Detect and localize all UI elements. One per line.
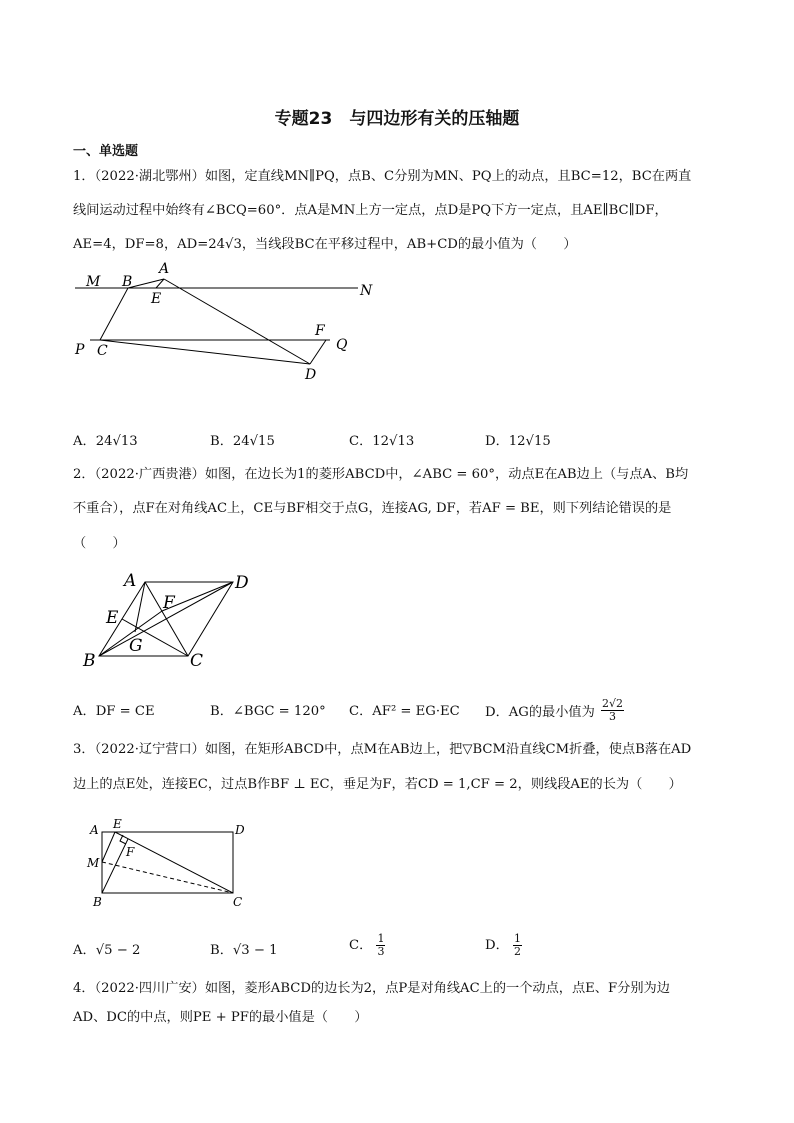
q2-option-a[interactable]: A．DF = CE: [73, 704, 155, 719]
label-q: Q: [336, 337, 348, 353]
q2-option-b[interactable]: B．∠BGC = 120°: [210, 704, 326, 719]
label-c: C: [190, 651, 204, 671]
rectangle-abcd: [102, 832, 233, 893]
segment-bc: [100, 288, 128, 340]
label-m: M: [86, 274, 101, 290]
segment-ad: [164, 279, 310, 364]
section-heading: 一、单选题: [73, 144, 139, 159]
label-m: M: [87, 856, 100, 870]
q1-line-1: 1．（2022·湖北鄂州）如图，定直线MN∥PQ，点B、C分别为MN、PQ上的动点，且BC=12，BC在两直: [73, 169, 692, 184]
label-e: E: [106, 608, 119, 628]
q2-option-d-numerator: 2√2: [601, 697, 623, 710]
label-b: B: [93, 895, 102, 909]
q1-line-2: 线间运动过程中始终有∠BCQ=60°．点A是MN上方一定点，点D是PQ下方一定点，且AE∥BC∥DF，: [73, 203, 668, 218]
label-c: C: [97, 343, 108, 359]
label-d: D: [235, 573, 249, 593]
q3-line-1: 3．（2022·辽宁营口）如图，在矩形ABCD中，点M在AB边上，把▽BCM沿直线CM折叠，使点B落在AD: [73, 742, 692, 757]
q3-option-b[interactable]: B．√3 − 1: [210, 943, 278, 958]
q1-figure: [70, 258, 390, 386]
label-n: N: [360, 283, 373, 299]
q1-option-b[interactable]: B．24√15: [210, 434, 275, 449]
label-p: P: [75, 342, 85, 358]
q1-option-c[interactable]: C．12√13: [349, 434, 415, 449]
q1-option-a[interactable]: A．24√13: [73, 434, 138, 449]
q1-option-d[interactable]: D．12√15: [485, 434, 551, 449]
q3-option-c-denominator: 3: [377, 945, 385, 958]
q2-option-c[interactable]: C．AF² = EG·EC: [349, 704, 460, 719]
label-b: B: [122, 274, 133, 290]
q2-line-2: 不重合），点F在对角线AC上，CE与BF相交于点G，连接AG, DF，若AF = BE，则下列结论错误的是: [73, 501, 672, 516]
q2-line-3: （ ）: [73, 536, 126, 551]
label-e: E: [113, 817, 122, 831]
q3-option-d-denominator: 2: [513, 945, 521, 958]
label-f: F: [163, 593, 175, 613]
label-c: C: [233, 895, 243, 909]
q2-option-d-text: D．AG的最小值为: [485, 705, 595, 720]
label-b: B: [83, 651, 96, 671]
label-g: G: [129, 636, 143, 656]
label-a: A: [124, 571, 137, 591]
q3-option-a[interactable]: A．√5 − 2: [73, 943, 141, 958]
segment-df: [310, 340, 326, 364]
q3-option-d[interactable]: [485, 933, 522, 958]
label-e: E: [151, 291, 162, 307]
q3-option-d-label: D．: [485, 938, 509, 953]
q3-option-c-label: C．: [349, 938, 373, 953]
q2-option-d[interactable]: [485, 697, 624, 725]
label-f: F: [315, 323, 325, 339]
label-f: F: [126, 845, 135, 859]
q3-option-c-numerator: 1: [377, 932, 385, 945]
q4-line-2: AD、DC的中点，则PE + PF的最小值是（ ）: [73, 1010, 368, 1025]
q2-option-d-denominator: 3: [608, 710, 616, 723]
q4-line-1: 4．（2022·四川广安）如图，菱形ABCD的边长为2，点P是对角线AC上的一个动点，点E、F分别为边: [73, 981, 670, 996]
segment-cd: [100, 340, 310, 364]
q3-option-d-numerator: 1: [513, 932, 521, 945]
page-title: 专题23 与四边形有关的压轴题: [274, 109, 520, 129]
q3-figure: [85, 816, 255, 912]
q1-line-3: AE=4，DF=8，AD=24√3，当线段BC在平移过程中，AB+CD的最小值为（ ）: [73, 237, 577, 252]
q3-line-2: 边上的点E处，连接EC，过点B作BF ⊥ EC，垂足为F，若CD = 1,CF = 2，则线段AE的长为（ ）: [73, 777, 682, 792]
q2-figure: [75, 568, 265, 678]
q2-line-1: 2．（2022·广西贵港）如图，在边长为1的菱形ABCD中，∠ABC = 60°，动点E在AB边上（与点A、B均: [73, 467, 689, 482]
label-d: D: [305, 367, 317, 383]
label-a: A: [159, 261, 170, 277]
label-d: D: [235, 823, 245, 837]
q3-option-c[interactable]: [349, 933, 385, 958]
label-a: A: [90, 823, 99, 837]
